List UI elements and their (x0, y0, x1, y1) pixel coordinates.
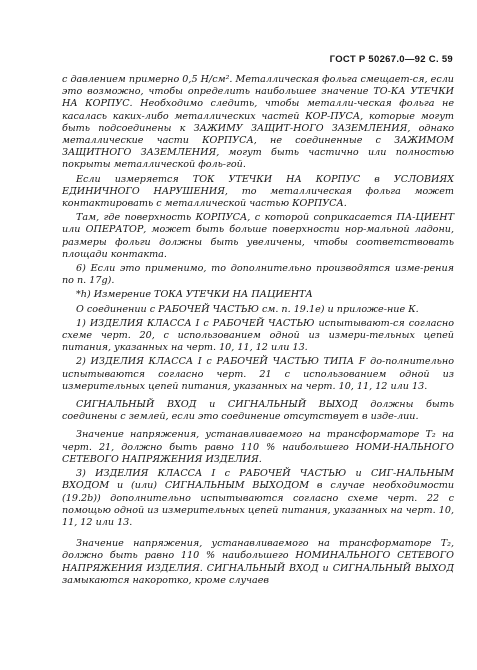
paragraph-item-3: 3) ИЗДЕЛИЯ КЛАССА I с РАБОЧЕЙ ЧАСТЬЮ и СИГ-НАЛЬНЫМ ВХОДОМ и (или) СИГНАЛЬНЫМ ВЫХОДОМ в случае необходимости (19.2b)) дополнительно испытываются согласно схеме черт. 22 с помощью одной из измерительных цепей питания, указанных на черт. 10, 11, 12 или 13. (62, 468, 454, 528)
paragraph-voltage-value-1: Значение напряжения, устанавливаемого на трансформаторе T₂ на черт. 21, должно быть равно 110 % наибольшего НОМИ-НАЛЬНОГО СЕТЕВОГО НАПРЯЖЕНИЯ ИЗДЕЛИЯ. (62, 429, 454, 465)
paragraph-item-2: 2) ИЗДЕЛИЯ КЛАССА I с РАБОЧЕЙ ЧАСТЬЮ ТИПА F до-полнительно испытываются согласно черт. 21 с использованием одной из измерительных цепей питания, указанных на черт. 10, 11, 12 или 13. (62, 356, 454, 392)
paragraph-applied-part-reference: О соединении с РАБОЧЕЙ ЧАСТЬЮ см. п. 19.1е) и приложе-ние К. (76, 303, 419, 315)
document-body (62, 74, 454, 589)
paragraph-voltage-value-2: Значение напряжения, устанавливаемого на трансформаторе T₂, должно быть равно 110 % наибольшего НОМИНАЛЬНОГО СЕТЕВОГО НАПРЯЖЕНИЯ ИЗДЕЛИЯ. СИГНАЛЬНЫЙ ВХОД и СИГНАЛЬНЫЙ ВЫХОД замыкаются накоротко, кроме случаев (62, 538, 454, 586)
paragraph-item-1: 1) ИЗДЕЛИЯ КЛАССА I с РАБОЧЕЙ ЧАСТЬЮ испытывают-ся согласно схеме черт. 20, с использованием одной из измери-тельных цепей питания, указанных на черт. 10, 11, 12 или 13. (62, 317, 454, 354)
section-heading-patient-leakage: *h) Измерение ТОКА УТЕЧКИ НА ПАЦИЕНТА (76, 289, 313, 301)
paragraph-foil-size: Там, где поверхность КОРПУСА, с которой соприкасается ПА-ЦИЕНТ или ОПЕРАТОР, может быть больше поверхности нор-мальной ладони, размеры фольги должны быть увеличены, чтобы соответствовать площади контакта. (62, 212, 454, 260)
paragraph-single-fault: Если измеряется ТОК УТЕЧКИ НА КОРПУС в УСЛОВИЯХ ЕДИНИЧНОГО НАРУШЕНИЯ, то металлическая фольга может контактировать с металлической частью КОРПУСА. (62, 173, 454, 210)
paragraph-signal-io-grounding: СИГНАЛЬНЫЙ ВХОД и СИГНАЛЬНЫЙ ВЫХОД должны быть соединены с землей, если это соединение отсутствует в изде-лии. (62, 399, 454, 423)
paragraph-item-6: 6) Если это применимо, то дополнительно производятся изме-рения по п. 17g). (62, 263, 454, 287)
paragraph-foil-placement: с давлением примерно 0,5 Н/см². Металлическая фольга смещает-ся, если это возможно, чтобы определить наибольшее значение ТО-КА УТЕЧКИ НА КОРПУС. Необходимо следить, чтобы металли-ческая фольга не касалась каких-либо металлических частей КОР-ПУСА, которые могут быть подсоединены к ЗАЖИМУ ЗАЩИТ-НОГО ЗАЗЕМЛЕНИЯ, однако металлические части КОРПУСА, не соединенные с ЗАЖИМОМ ЗАЩИТНОГО ЗАЗЕМЛЕНИЯ, могут быть частично или полностью покрыты металлической фоль-гой. (62, 74, 454, 171)
page-header: ГОСТ Р 50267.0—92 С. 59 (329, 54, 453, 65)
